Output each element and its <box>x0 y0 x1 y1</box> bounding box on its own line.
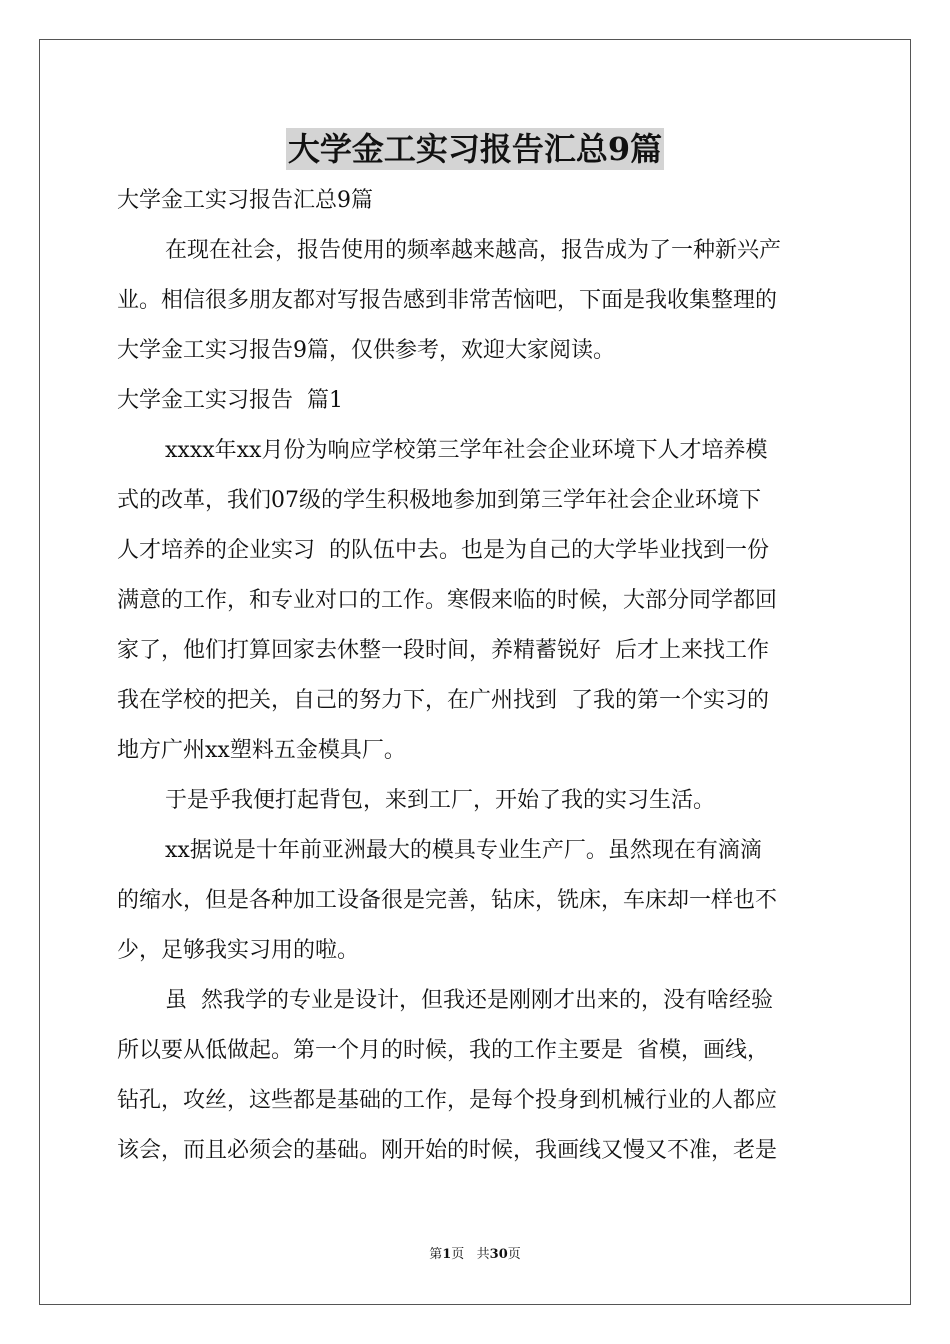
paragraph-line: xx据说是十年前亚洲最大的模具专业生产厂。虽然现在有滴滴 <box>165 838 762 863</box>
paragraph-line: xxxx年xx月份为响应学校第三学年社会企业环境下人才培养模 <box>165 438 768 463</box>
footer-prefix: 第 <box>429 1247 443 1262</box>
paragraph-line: 该会，而且必须会的基础。刚开始的时候，我画线又慢又不准，老是 <box>117 1138 778 1163</box>
paragraph-line: 地方广州xx塑料五金模具厂。 <box>117 738 406 763</box>
subtitle: 大学金工实习报告汇总9篇 <box>117 188 373 213</box>
paragraph-line: 我在学校的把关，自己的努力下，在广州找到 了我的第一个实习的 <box>117 688 769 713</box>
paragraph-line: 钻孔，攻丝，这些都是基础的工作，是每个投身到机械行业的人都应 <box>117 1088 778 1113</box>
footer-page-number: 1 <box>442 1247 452 1262</box>
paragraph-line: 少，足够我实习用的啦。 <box>117 938 360 963</box>
footer-page-suffix: 页 共 <box>451 1247 490 1262</box>
document-body <box>117 176 833 1176</box>
paragraph-line: 于是乎我便打起背包，来到工厂，开始了我的实习生活。 <box>165 788 716 813</box>
footer-total-suffix: 页 <box>507 1247 521 1262</box>
title-container <box>0 128 950 170</box>
paragraph-line: 家了，他们打算回家去休整一段时间，养精蓄锐好 后才上来找工作 <box>117 638 769 663</box>
section-body <box>117 426 833 1176</box>
footer-total-pages: 30 <box>489 1247 508 1262</box>
paragraph-line: 所以要从低做起。第一个月的时候，我的工作主要是 省模，画线， <box>117 1038 769 1063</box>
paragraph <box>117 426 833 776</box>
paragraph-line: 的缩水，但是各种加工设备很是完善，钻床，铣床，车床却一样也不 <box>117 888 778 913</box>
paragraph <box>117 826 833 976</box>
paragraph-line: 式的改革，我们07级的学生积极地参加到第三学年社会企业环境下 <box>117 488 761 513</box>
intro-line: 在现在社会，报告使用的频率越来越高，报告成为了一种新兴产 <box>165 238 782 263</box>
paragraph <box>117 776 833 826</box>
paragraph-line: 满意的工作，和专业对口的工作。寒假来临的时候，大部分同学都回 <box>117 588 778 613</box>
paragraph-line: 人才培养的企业实习 的队伍中去。也是为自己的大学毕业找到一份 <box>117 538 769 563</box>
intro-paragraph <box>117 226 833 376</box>
document-title: 大学金工实习报告汇总9篇 <box>287 130 663 168</box>
intro-line: 大学金工实习报告9篇，仅供参考，欢迎大家阅读。 <box>117 338 615 363</box>
paragraph-line: 虽 然我学的专业是设计，但我还是刚刚才出来的，没有啥经验 <box>165 988 773 1013</box>
page-footer <box>0 1245 950 1265</box>
paragraph <box>117 976 833 1176</box>
intro-line: 业。相信很多朋友都对写报告感到非常苦恼吧，下面是我收集整理的 <box>117 288 778 313</box>
section-heading: 大学金工实习报告 篇1 <box>117 388 343 413</box>
